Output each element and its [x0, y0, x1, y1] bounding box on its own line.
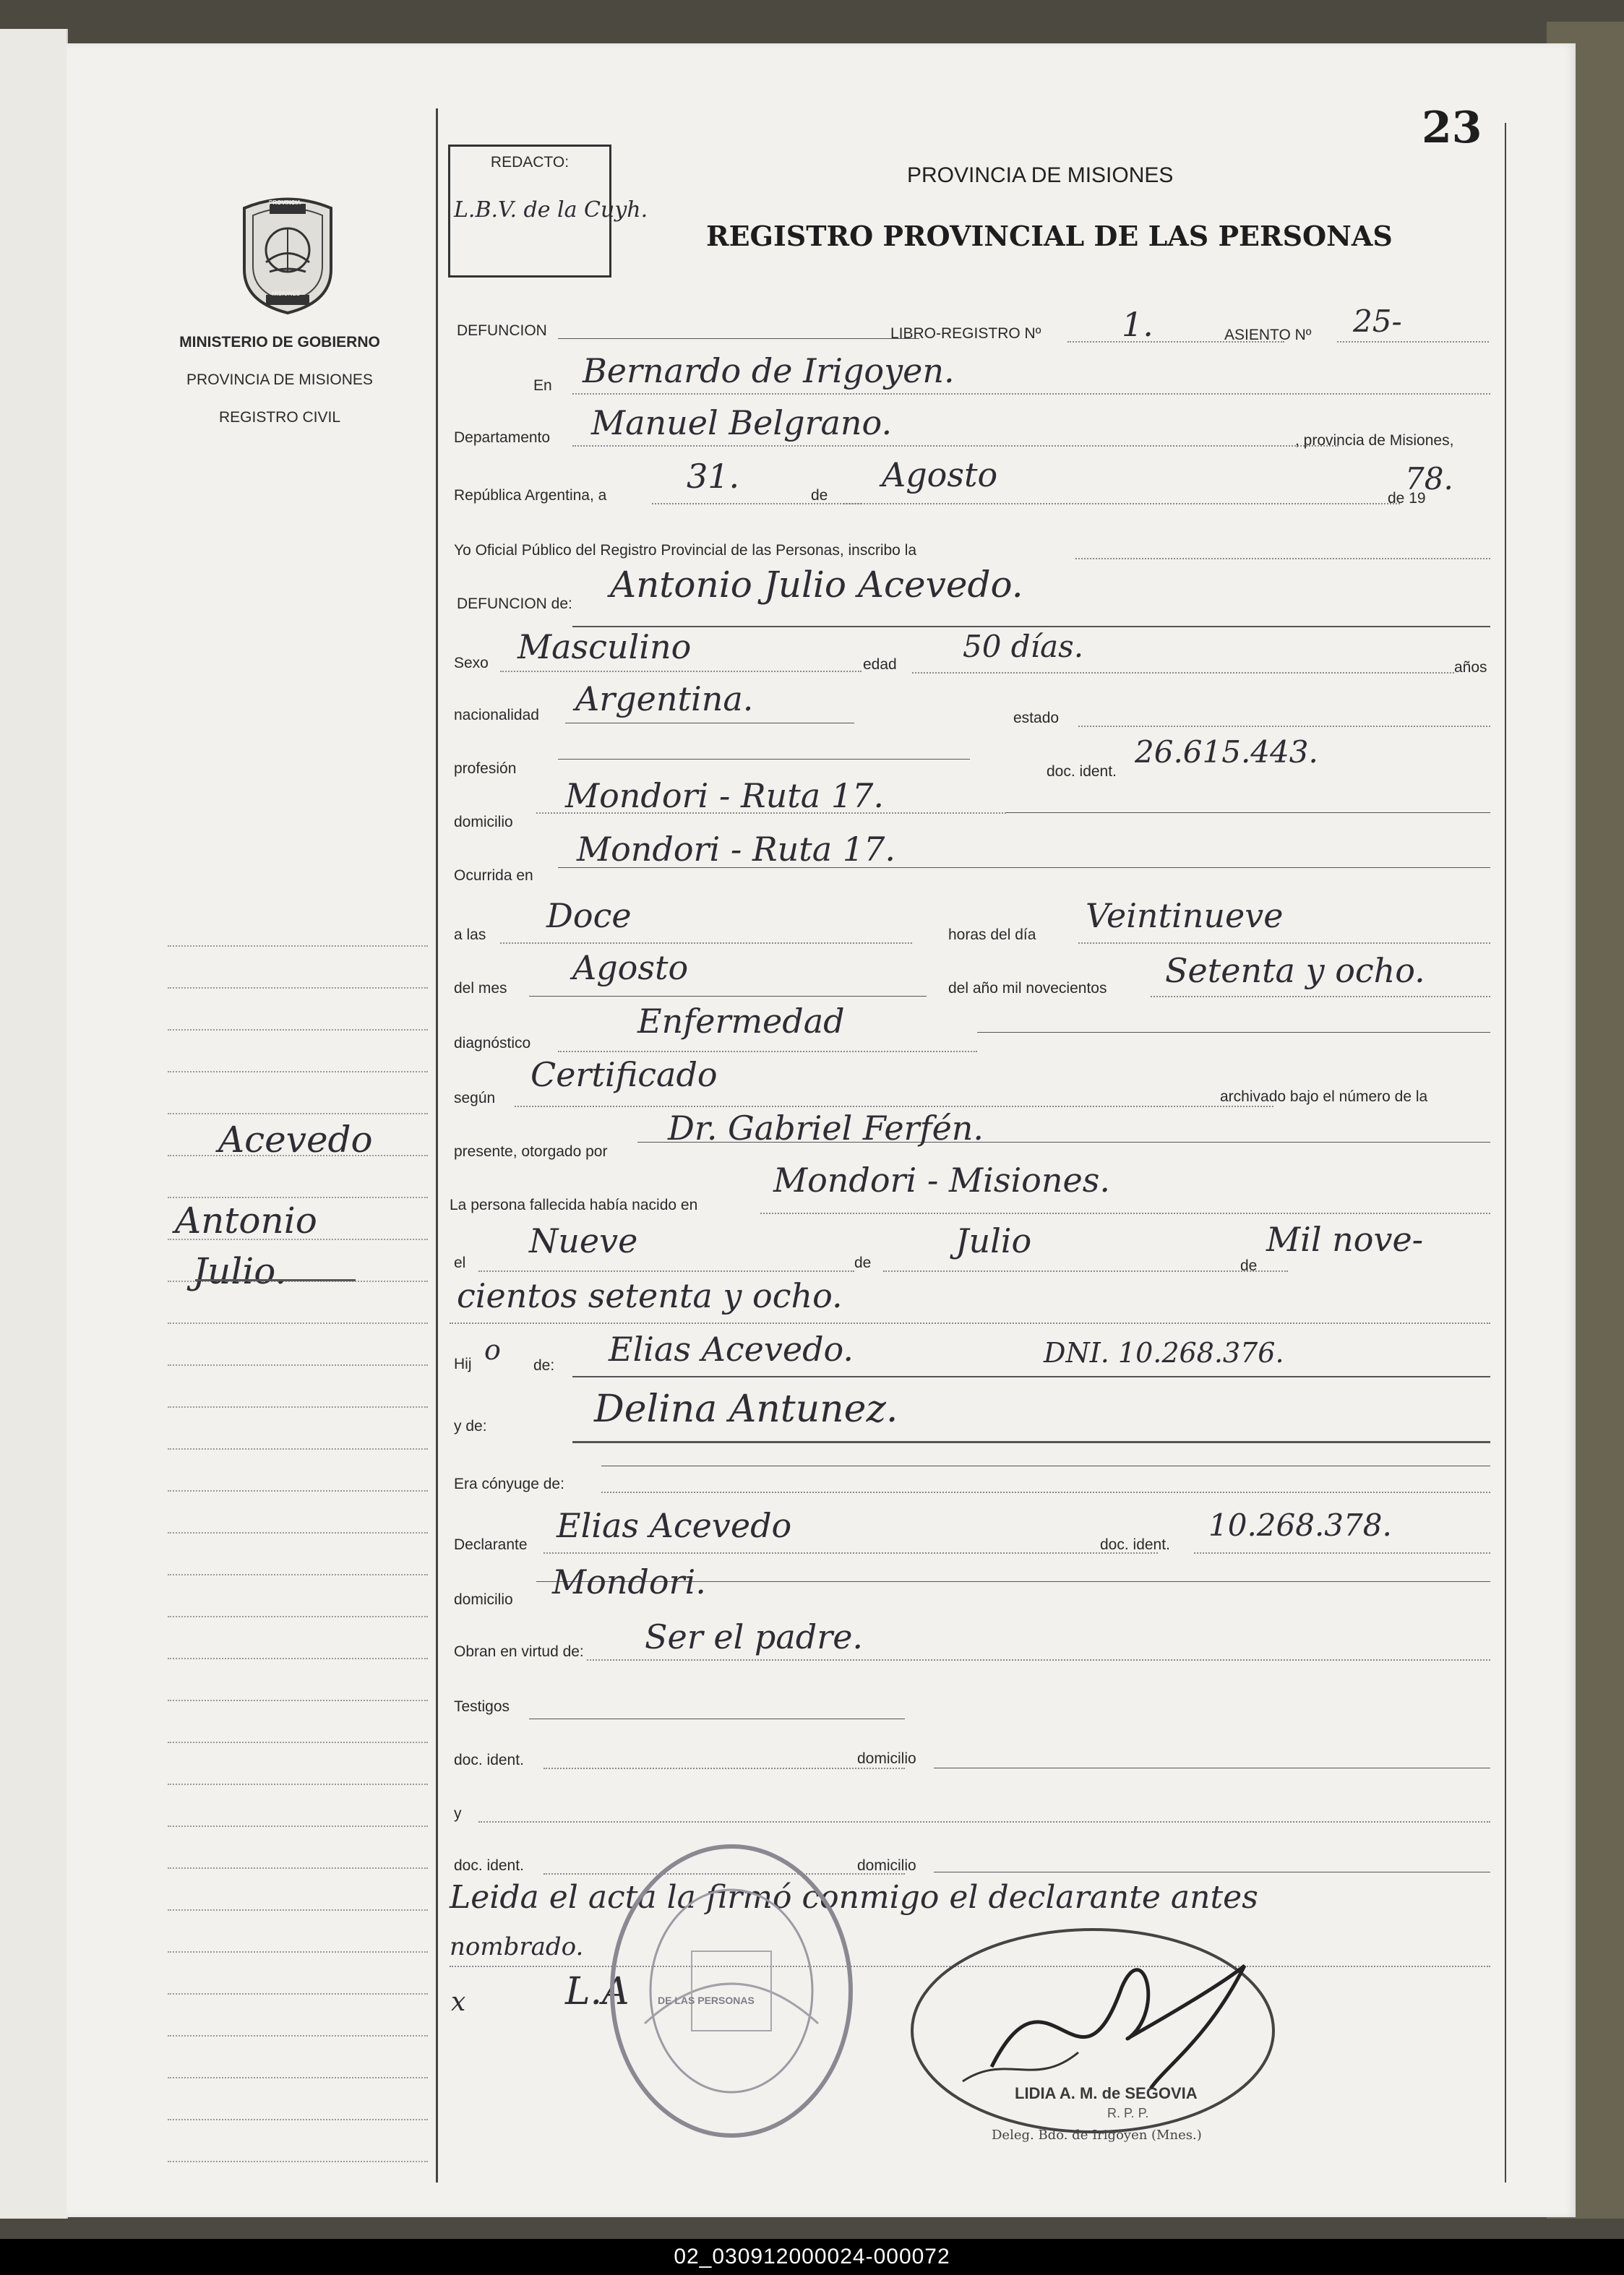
line-continuation	[450, 1323, 1490, 1324]
label-profesion: profesión	[454, 760, 517, 777]
left-province: PROVINCIA DE MISIONES	[186, 371, 373, 388]
label-yo-oficial: Yo Oficial Público del Registro Provincial de las Personas, inscribo la	[454, 542, 917, 559]
margin-line	[168, 1658, 428, 1659]
label-de: de	[811, 487, 828, 504]
margin-line	[168, 1071, 428, 1072]
label-de-19: de 19	[1388, 490, 1426, 507]
label-edad: edad	[863, 656, 897, 673]
margin-line	[168, 2035, 428, 2037]
value-otorgado: Dr. Gabriel Ferfén.	[668, 1109, 984, 1148]
page-vertical-rule-right	[1505, 123, 1506, 2182]
label-y: y	[454, 1805, 462, 1822]
image-caption: 02_030912000024-000072	[0, 2239, 1624, 2275]
label-el: el	[454, 1255, 466, 1271]
label-a-las: a las	[454, 926, 486, 943]
value-departamento: Manuel Belgrano.	[591, 403, 893, 442]
margin-line	[168, 2077, 428, 2078]
label-hij: Hij	[454, 1356, 472, 1372]
page-vertical-rule-left	[436, 108, 438, 2182]
line-nacido	[760, 1213, 1490, 1214]
margin-note-underline	[195, 1279, 356, 1281]
margin-line	[168, 987, 428, 989]
officer-name: LIDIA A. M. de SEGOVIA	[1015, 2084, 1198, 2102]
line-y	[478, 1821, 1490, 1823]
value-asiento: 25-	[1353, 304, 1402, 339]
label-ocurrida: Ocurrida en	[454, 867, 533, 884]
redacto-label: REDACTO:	[490, 154, 570, 171]
margin-line	[168, 1197, 428, 1198]
margin-line	[168, 1364, 428, 1366]
value-domicilio: Mondori - Ruta 17.	[565, 776, 884, 815]
value-anio: 78.	[1405, 461, 1453, 496]
value-nacionalidad: Argentina.	[575, 679, 754, 718]
margin-note-surname: Acevedo	[218, 1119, 373, 1161]
label-en: En	[533, 377, 552, 394]
value-padre: Elias Acevedo.	[609, 1330, 854, 1369]
margin-note-name1: Antonio	[175, 1200, 317, 1242]
margin-line	[168, 945, 428, 947]
label-de2: de	[854, 1255, 872, 1271]
label-libro: LIBRO-REGISTRO Nº	[890, 325, 1041, 342]
label-republica: República Argentina, a	[454, 487, 607, 504]
value-mes2: Agosto	[572, 948, 689, 987]
margin-line	[168, 1951, 428, 1953]
value-nacido: Mondori - Misiones.	[773, 1161, 1110, 1200]
label-diagnostico: diagnóstico	[454, 1035, 531, 1052]
label-segun: según	[454, 1090, 496, 1106]
label-de3: de	[1240, 1257, 1258, 1274]
label-doc-ident: doc. ident.	[1047, 763, 1117, 780]
officer-sub: R. P. P.	[1107, 2106, 1149, 2120]
label-asiento: ASIENTO Nº	[1224, 327, 1312, 343]
label-declarante: Declarante	[454, 1536, 528, 1553]
label-obran: Obran en virtud de:	[454, 1643, 584, 1660]
value-dia-texto: Veintinueve	[1086, 896, 1284, 935]
line-edad	[912, 672, 1454, 674]
line-el	[478, 1270, 854, 1272]
label-y-de: y de:	[454, 1418, 487, 1435]
margin-line	[168, 1574, 428, 1575]
line-diagnostico-2	[977, 1032, 1490, 1033]
label-nacido: La persona fallecida había nacido en	[450, 1197, 698, 1213]
value-nombre: Antonio Julio Acevedo.	[610, 564, 1023, 606]
line-segun	[515, 1106, 1273, 1107]
value-edad: 50 días.	[963, 629, 1084, 664]
label-testigos: Testigos	[454, 1698, 510, 1715]
value-nac-mes: Julio	[955, 1221, 1032, 1260]
label-domicilio2: domicilio	[454, 1591, 513, 1608]
margin-line	[168, 1448, 428, 1450]
line-defuncion-de	[572, 626, 1490, 627]
value-decl-domicilio: Mondori.	[552, 1562, 706, 1601]
line-decl-doc	[1194, 1552, 1490, 1554]
value-nac-anio: Mil nove-	[1266, 1220, 1424, 1259]
margin-note-name2: Julio.	[193, 1250, 287, 1292]
label-archivado: archivado bajo el número de la	[1220, 1088, 1428, 1105]
register-page	[66, 43, 1576, 2217]
value-padre-dni: DNI. 10.268.376.	[1044, 1337, 1284, 1369]
value-nac-anio2: cientos setenta y ocho.	[457, 1276, 843, 1315]
line-de2	[883, 1270, 1288, 1272]
value-mark-x: x	[451, 1987, 466, 2017]
margin-line	[168, 1616, 428, 1617]
value-doc: 26.615.443.	[1135, 734, 1318, 770]
label-domicilio3: domicilio	[857, 1750, 916, 1767]
margin-line	[168, 1406, 428, 1408]
value-segun: Certificado	[530, 1055, 718, 1094]
label-defuncion-de: DEFUNCION de:	[457, 595, 572, 612]
seal-top-text: PROVINCIA	[269, 199, 301, 206]
line-diagnostico	[558, 1051, 977, 1052]
label-del-ano: del año mil novecientos	[948, 980, 1107, 997]
redacto-box	[448, 145, 648, 278]
label-del-mes: del mes	[454, 980, 507, 997]
line-del-ano	[1151, 996, 1490, 997]
label-provincia-misiones: , provincia de Misiones,	[1295, 432, 1454, 449]
value-obran: Ser el padre.	[645, 1617, 864, 1656]
line-obran	[587, 1659, 1490, 1661]
margin-line	[168, 1532, 428, 1534]
value-mes: Agosto	[882, 455, 998, 494]
line-departamento	[572, 445, 1339, 447]
value-libro: 1.	[1122, 305, 1153, 344]
ministry-name: MINISTERIO DE GOBIERNO	[179, 334, 380, 351]
label-presente: presente, otorgado por	[454, 1143, 608, 1160]
line-asiento	[1337, 341, 1489, 343]
line-doc3	[544, 1768, 905, 1769]
value-leida-2: nombrado.	[450, 1932, 584, 1961]
left-registry: REGISTRO CIVIL	[218, 409, 341, 426]
label-doc-ident2: doc. ident.	[1100, 1536, 1170, 1553]
margin-line	[168, 1113, 428, 1114]
page-number: 23	[1422, 103, 1482, 153]
margin-line	[168, 1993, 428, 1995]
header-title: REGISTRO PROVINCIAL DE LAS PERSONAS	[706, 220, 1393, 252]
line-mes	[843, 503, 1400, 504]
margin-line	[168, 2119, 428, 2120]
value-diagnostico: Enfermedad	[637, 1002, 845, 1041]
label-sexo: Sexo	[454, 655, 489, 671]
line-horas-del-dia	[1078, 942, 1490, 944]
label-padre: de:	[533, 1357, 555, 1374]
value-ano-texto: Setenta y ocho.	[1165, 951, 1425, 990]
label-domicilio: domicilio	[454, 814, 513, 830]
value-decl-doc: 10.268.378.	[1208, 1508, 1392, 1543]
margin-line	[168, 1909, 428, 1911]
line-madre	[572, 1441, 1490, 1443]
header-province: PROVINCIA DE MISIONES	[907, 163, 1174, 187]
previous-page-edge	[0, 29, 68, 2219]
value-ocurrida: Mondori - Ruta 17.	[577, 830, 895, 869]
label-estado: estado	[1013, 710, 1060, 726]
line-estado	[1078, 726, 1490, 727]
margin-line	[168, 1029, 428, 1031]
margin-line	[168, 1825, 428, 1827]
label-doc-ident4: doc. ident.	[454, 1857, 524, 1874]
line-profesion	[558, 759, 970, 760]
value-en: Bernardo de Irigoyen.	[583, 351, 955, 390]
seal-bottom-text: MISIONES	[272, 291, 301, 297]
line-dia	[652, 503, 862, 504]
label-doc-ident3: doc. ident.	[454, 1752, 524, 1768]
line-en	[572, 393, 1490, 395]
margin-line	[168, 1742, 428, 1743]
line-yo-oficial	[1075, 558, 1490, 559]
line-sexo	[500, 671, 862, 672]
line-padre	[572, 1376, 1490, 1377]
line-defuncion	[558, 338, 919, 339]
registry-stamp-text: DE LAS PERSONAS	[658, 1995, 755, 2006]
value-hij-suffix: o	[484, 1334, 501, 1366]
margin-line	[168, 1784, 428, 1785]
value-hora: Doce	[546, 896, 632, 935]
value-declarante: Elias Acevedo	[557, 1506, 792, 1545]
margin-line	[168, 1490, 428, 1492]
margin-line	[168, 1700, 428, 1701]
redacto-signature: L.B.V. de la Cuyh.	[454, 197, 648, 223]
value-initials: L.A	[565, 1970, 630, 2013]
value-dia: 31.	[687, 457, 740, 496]
value-nac-dia: Nueve	[529, 1221, 638, 1260]
margin-line	[168, 2161, 428, 2162]
label-departamento: Departamento	[454, 429, 551, 446]
line-domicilio-2	[1006, 812, 1490, 813]
label-conyuge: Era cónyuge de:	[454, 1476, 564, 1492]
line-a-las	[500, 942, 912, 944]
label-anos: años	[1454, 659, 1487, 676]
margin-line	[168, 1867, 428, 1869]
value-sexo: Masculino	[517, 627, 692, 666]
label-nacionalidad: nacionalidad	[454, 707, 539, 723]
label-domicilio4: domicilio	[857, 1857, 916, 1874]
line-declarante	[544, 1552, 1158, 1554]
registry-stamp-icon	[601, 1836, 862, 2146]
label-horas-del-dia: horas del día	[948, 926, 1036, 943]
label-defuncion: DEFUNCION	[457, 322, 547, 339]
officer-place: Deleg. Bdo. de Irigoyen (Mnes.)	[992, 2128, 1202, 2143]
margin-line	[168, 1323, 428, 1324]
line-del-mes	[529, 996, 927, 997]
value-leida-1: Leida el acta la firmó conmigo el declarante antes	[450, 1879, 1258, 1916]
line-conyuge-2	[601, 1492, 1490, 1493]
value-madre: Delina Antunez.	[594, 1388, 898, 1431]
